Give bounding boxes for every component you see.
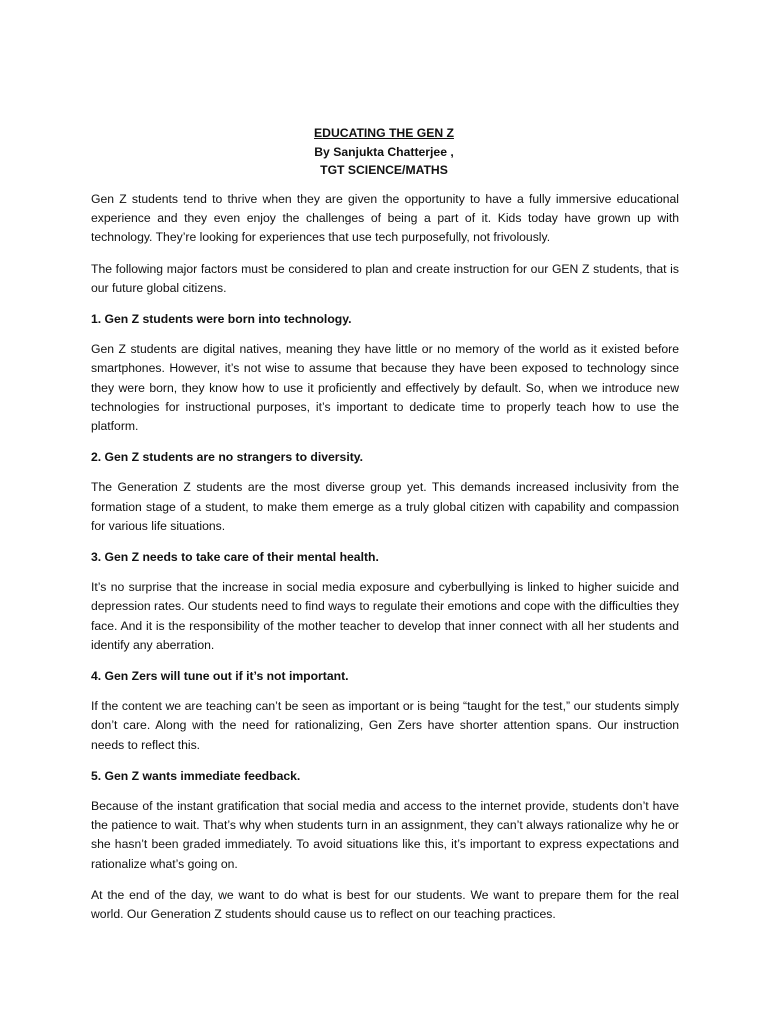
intro-paragraph: The following major factors must be considered to plan and create instruction for our GEN Z students, that is our future global citizens. (91, 261, 679, 295)
section-heading: 4. Gen Zers will tune out if it’s not important. (91, 669, 349, 684)
document-header (0, 124, 768, 180)
section-heading: 2. Gen Z students are no strangers to diversity. (91, 450, 364, 465)
section-paragraph: Because of the instant gratification that social media and access to the internet provide, students don’t have the patience to wait. That’s why when students turn in an assignment, they can’t always rationalize why he or she hasn’t been graded immediately. To avoid situations like this, it’s important to express expectations and rationalize what’s going on. (91, 799, 679, 871)
section-paragraph: It’s no surprise that the increase in social media exposure and cyberbullying is linked to higher suicide and depression rates. Our students need to find ways to regulate their emotions and cope with the difficulties they face. And it is the responsibility of the mother teacher to develop that inner connect with all her students and identify any aberration. (91, 580, 679, 652)
section-paragraph: Gen Z students are digital natives, meaning they have little or no memory of the world as it existed before smartphones. However, it’s not wise to assume that because they have been exposed to technology since they were born, they know how to use it proficiently and effectively by default. So, when we introduce new technologies for instructional purposes, it’s important to dedicate time to properly teach how to use the platform. (91, 342, 679, 434)
section-heading: 5. Gen Z wants immediate feedback. (91, 768, 301, 783)
section-heading: 3. Gen Z needs to take care of their mental health. (91, 550, 379, 565)
document-title: EDUCATING THE GEN Z (314, 126, 454, 140)
conclusion-paragraph: At the end of the day, we want to do what is best for our students. We want to prepare them for the real world. Our Generation Z students should cause us to reflect on our teaching practices. (91, 887, 679, 922)
section-heading: 1. Gen Z students were born into technology. (91, 312, 352, 327)
section-paragraph: The Generation Z students are the most diverse group yet. This demands increased inclusivity from the formation stage of a student, to make them emerge as a truly global citizen with capability and compassion for various life situations. (91, 480, 679, 533)
section-paragraph: If the content we are teaching can’t be seen as important or is being “taught for the test,” our students simply don’t care. Along with the need for rationalizing, Gen Zers have shorter attention spans. Our instruction needs to reflect this. (91, 699, 679, 752)
intro-paragraph: Gen Z students tend to thrive when they are given the opportunity to have a fully immersive educational experience and they even enjoy the challenges of being a part of it. Kids today have grown up with technology. They’re looking for experiences that use tech purposefully, not frivolously. (91, 192, 679, 245)
author-line: By Sanjukta Chatterjee , (314, 144, 454, 159)
document-body (91, 190, 679, 936)
author-role: TGT SCIENCE/MATHS (320, 163, 448, 178)
